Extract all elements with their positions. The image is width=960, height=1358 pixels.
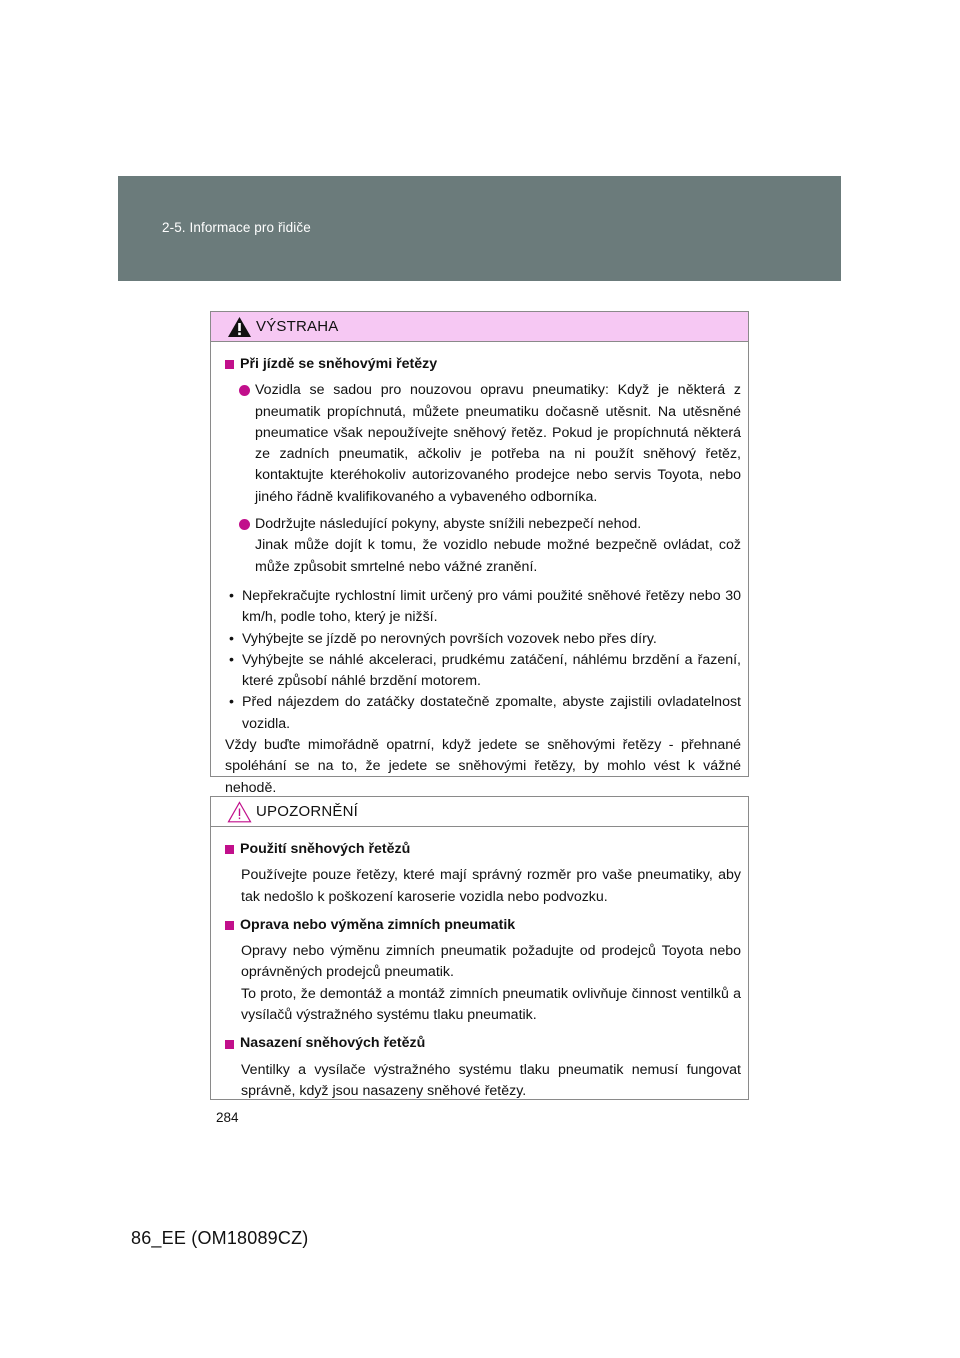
warning-header xyxy=(211,312,748,342)
caution-item-title: Oprava nebo výměna zimních pneumatik xyxy=(225,915,741,936)
dash-list xyxy=(225,586,741,735)
bullet-text: Vozidla se sadou pro nouzovou opravu pneumatiky: Když je některá z pneumatik propíchnutá, můžete pneumatiku dočasně utěsnit. Na utěsněné pneumatice však nepoužívejte sněhový řetěz. Pokud je propíchnutá některá ze zadních pneumatik, ačkoliv je potřeba na ni použít sněhový řetěz, kontaktujte kteréhokoliv autorizovaného prodejce nebo servis Toyota, nebo jiného řádně kvalifikovaného a vybaveného odborníka. xyxy=(255,382,741,505)
caution-paragraph: Používejte pouze řetězy, které mají správný rozměr pro vaše pneumatiky, aby tak nedošlo k poškození karoserie vozidla nebo podvozku. xyxy=(241,867,741,905)
caution-label: UPOZORNĚNÍ xyxy=(256,803,359,820)
warning-label: VÝSTRAHA xyxy=(256,318,339,335)
bullet-continuation: Jinak může dojít k tomu, že vozidlo nebude možné bezpečně ovládat, což může způsobit smrtelné nebo vážné zranění. xyxy=(255,537,741,575)
warning-body xyxy=(211,342,748,799)
dash-item: • Před nájezdem do zatáčky dostatečně zpomalte, abyste zajistili ovladatelnost vozidla. xyxy=(229,694,741,732)
square-bullet-icon xyxy=(225,921,234,930)
caution-paragraph: Ventilky a vysílače výstražného systému tlaku pneumatik nemusí fungovat správně, když jsou nasazeny sněhové řetězy. xyxy=(241,1061,741,1099)
caution-triangle-icon xyxy=(227,801,252,823)
square-bullet-icon xyxy=(225,360,234,369)
caution-header xyxy=(211,797,748,827)
dot-bullet-icon xyxy=(239,519,250,530)
warning-item-title: Při jízdě se sněhovými řetězy xyxy=(225,354,741,375)
square-bullet-icon xyxy=(225,845,234,854)
bullet-text: Dodržujte následující pokyny, abyste snížili nebezpečí nehod. xyxy=(255,516,642,533)
dot-bullet-icon xyxy=(239,385,250,396)
caution-body xyxy=(211,827,748,1102)
header-band xyxy=(118,176,841,281)
warning-box xyxy=(210,311,749,796)
caution-paragraph: To proto, že demontáž a montáž zimních pneumatik ovlivňuje činnost ventilků a vysílačů výstražného systému tlaku pneumatik. xyxy=(241,985,741,1024)
square-bullet-icon xyxy=(225,1040,234,1049)
bullet-item xyxy=(239,380,741,508)
caution-paragraph: Opravy nebo výměnu zimních pneumatik požadujte od prodejců Toyota nebo oprávněných prodejců pneumatik. xyxy=(241,943,741,981)
bullet-item xyxy=(239,514,741,578)
caution-item-title: Nasazení sněhových řetězů xyxy=(225,1033,741,1054)
warning-triangle-icon xyxy=(227,316,252,338)
caution-item-title: Použití sněhových řetězů xyxy=(225,839,741,860)
document-code: 86_EE (OM18089CZ) xyxy=(131,1228,309,1248)
caution-box xyxy=(210,796,749,1100)
section-title: 2-5. Informace pro řidiče xyxy=(162,220,311,235)
page-number: 284 xyxy=(216,1110,239,1125)
warning-closing: Vždy buďte mimořádně opatrní, když jedete se sněhovými řetězy - přehnané spoléhání se na to, že jedete se sněhovými řetězy, by mohlo vést k vážné nehodě. xyxy=(225,737,741,796)
dash-item: • Nepřekračujte rychlostní limit určený pro vámi použité sněhové řetězy nebo 30 km/h, podle toho, který je nižší. xyxy=(229,587,741,626)
dash-item: • Vyhýbejte se náhlé akceleraci, prudkému zatáčení, náhlému brzdění a řazení, které způsobí náhlé brzdění motorem. xyxy=(229,651,741,690)
dash-item: • Vyhýbejte se jízdě po nerovných površích vozovek nebo přes díry. xyxy=(229,630,657,647)
